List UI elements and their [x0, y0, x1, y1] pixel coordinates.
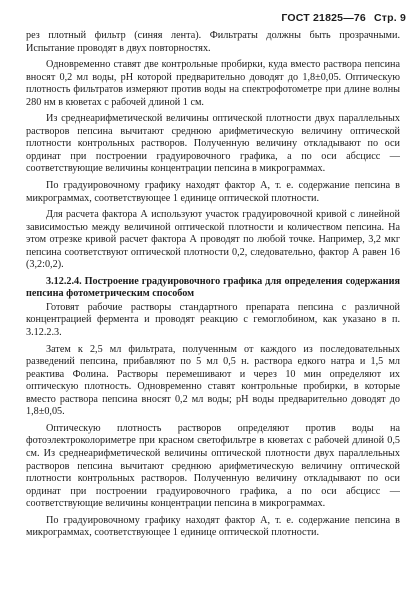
paragraph: По градуировочному графику находят фактор А, т. е. содержание пепсина в микрограммах, соответствующее 1 единице оптической плотности.: [26, 514, 400, 539]
paragraph: По градуировочному графику находят фактор А, т. е. содержание пепсина в микрограммах, соответствующее 1 единице оптической плотности.: [26, 180, 400, 204]
paragraph: Из среднеарифметической величины оптической плотности двух параллельных растворов пепсина вычитают среднюю арифметическую величину оптической плотности контрольных растворов. Полученную величину откладывают по оси ординат при построении градуировочного графика, а по оси абсцисс — соответствующие величины концентрации пепсина в микрограммах.: [26, 113, 400, 175]
paragraph: рез плотный фильтр (синяя лента). Фильтраты должны быть прозрачными. Испытание проводят в двух повторностях.: [26, 30, 400, 54]
paragraph: Одновременно ставят две контрольные пробирки, куда вместо раствора пепсина вносят 0,2 мл воды, pH которой предварительно доводят до 1,8±0,05. Оптическую плотность фильтратов измеряют против воды на спектрофотометре при длине волны 280 нм в кюветах с рабочей длиной 1 см.: [26, 59, 400, 108]
document-body: [26, 30, 400, 544]
paragraph: Для расчета фактора А используют участок градуировочной кривой с линейной зависимостью между величиной оптической плотности и количеством пепсина. На этом отрезке кривой расчет фактора А проводят по любой точке. Например, 3,2 мкг пепсина соответствуют оптической плотности 0,2, следовательно, фактор А равен 16 (3,2:0,2).: [26, 209, 400, 271]
page-header: [281, 12, 406, 24]
section-heading: 3.12.2.4. Построение градуировочного графика для определения содержания пепсина фотометрическим способом: [26, 275, 400, 300]
paragraph: Оптическую плотность растворов определяют против воды на фотоэлектроколориметре при красном светофильтре в кюветах с рабочей длиной 0,5 см. Из среднеарифметической величины оптической плотности двух параллельных растворов пепсина вычитают среднюю арифметическую величину оптической плотности контрольных растворов. Полученную величину откладывают по оси ординат при построении градуировочного графика, а по оси абсцисс — соответствующие величины концентрации пепсина в микрограммах.: [26, 422, 400, 510]
page-number: Стр. 9: [373, 12, 406, 24]
standard-number: ГОСТ 21825—76: [281, 12, 366, 24]
paragraph: Затем к 2,5 мл фильтрата, полученным от каждого из последовательных разведений пепсина, прибавляют по 5 мл 0,5 н. раствора едкого натра и 1,5 мл реактива Фолина. Растворы перемешивают и через 10 мин определяют их оптическую плотность. Одновременно ставят контрольные пробирки, в которые вместо раствора пепсина вносят 0,2 мл воды; pH воды предварительно доводят до 1,8±0,05.: [26, 343, 400, 418]
paragraph: Готовят рабочие растворы стандартного препарата пепсина с различной концентрацией фермента и проводят реакцию с гемоглобином, как указано в п. 3.12.2.3.: [26, 301, 400, 339]
